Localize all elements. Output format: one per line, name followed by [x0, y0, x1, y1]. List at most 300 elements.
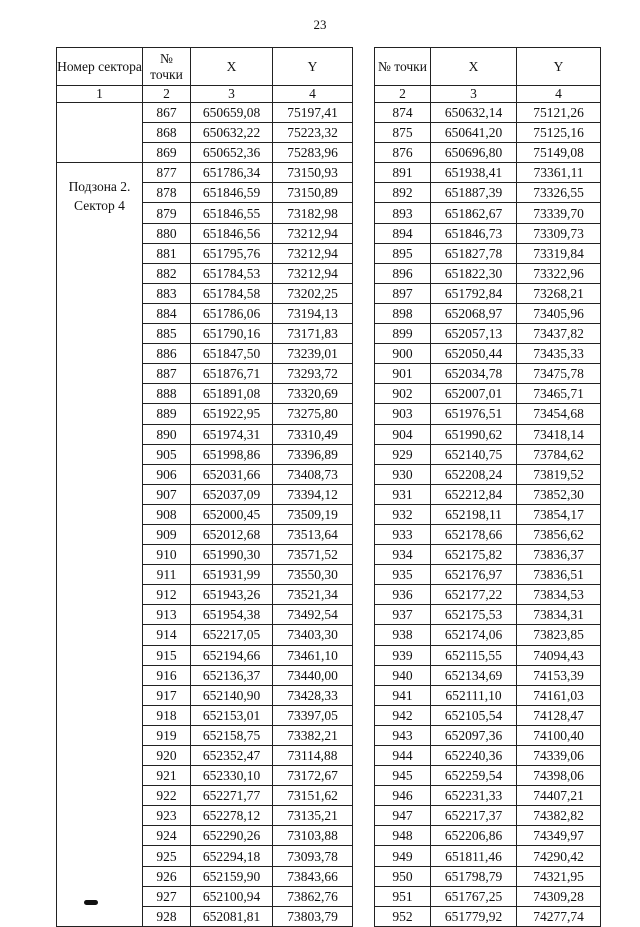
y-coordinate: 74321,95: [517, 866, 601, 886]
point-number: 915: [143, 645, 191, 665]
point-number: 921: [143, 766, 191, 786]
y-coordinate: 74161,03: [517, 685, 601, 705]
point-number: 912: [143, 585, 191, 605]
y-coordinate: 73103,88: [273, 826, 353, 846]
y-coordinate: 73454,68: [517, 404, 601, 424]
table-row: [375, 283, 601, 303]
point-number: 867: [143, 103, 191, 123]
y-coordinate: 73382,21: [273, 725, 353, 745]
y-coordinate: 73465,71: [517, 384, 601, 404]
column-index-row: [375, 86, 601, 103]
x-coordinate: 650696,80: [431, 143, 517, 163]
y-coordinate: 74153,39: [517, 665, 601, 685]
x-coordinate: 651943,26: [191, 585, 273, 605]
x-coordinate: 652050,44: [431, 344, 517, 364]
point-number: 933: [375, 524, 431, 544]
page-number: 23: [313, 17, 327, 32]
point-number: 914: [143, 625, 191, 645]
point-number: 926: [143, 866, 191, 886]
x-coordinate: 650641,20: [431, 123, 517, 143]
column-header-point: № точки: [143, 48, 191, 86]
x-coordinate: 652159,90: [191, 866, 273, 886]
point-number: 918: [143, 705, 191, 725]
table-row: [57, 163, 353, 183]
point-number: 927: [143, 886, 191, 906]
point-number: 945: [375, 766, 431, 786]
column-header-point: № точки: [375, 48, 431, 86]
y-coordinate: 73437,82: [517, 324, 601, 344]
y-coordinate: 73151,62: [273, 786, 353, 806]
table-row: [375, 243, 601, 263]
point-number: 892: [375, 183, 431, 203]
point-number: 897: [375, 283, 431, 303]
column-header-x: X: [191, 48, 273, 86]
point-number: 882: [143, 263, 191, 283]
point-number: 869: [143, 143, 191, 163]
y-coordinate: 73182,98: [273, 203, 353, 223]
y-coordinate: 73310,49: [273, 424, 353, 444]
point-number: 881: [143, 243, 191, 263]
y-coordinate: 73212,94: [273, 263, 353, 283]
x-coordinate: 652177,22: [431, 585, 517, 605]
table-row: [375, 143, 601, 163]
x-coordinate: 651846,56: [191, 223, 273, 243]
y-coordinate: 73319,84: [517, 243, 601, 263]
point-number: 895: [375, 243, 431, 263]
y-coordinate: 73836,51: [517, 565, 601, 585]
point-number: 943: [375, 725, 431, 745]
x-coordinate: 652100,94: [191, 886, 273, 906]
y-coordinate: 73212,94: [273, 243, 353, 263]
y-coordinate: 73320,69: [273, 384, 353, 404]
x-coordinate: 652034,78: [431, 364, 517, 384]
x-coordinate: 651922,95: [191, 404, 273, 424]
y-coordinate: 73275,80: [273, 404, 353, 424]
point-number: 896: [375, 263, 431, 283]
left-table-body: [57, 103, 353, 927]
table-row: [375, 786, 601, 806]
y-coordinate: 73571,52: [273, 545, 353, 565]
x-coordinate: 650659,08: [191, 103, 273, 123]
y-coordinate: 75121,26: [517, 103, 601, 123]
y-coordinate: 73396,89: [273, 444, 353, 464]
x-coordinate: 651792,84: [431, 283, 517, 303]
column-index: 2: [375, 86, 431, 103]
y-coordinate: 73823,85: [517, 625, 601, 645]
point-number: 951: [375, 886, 431, 906]
table-row: [375, 645, 601, 665]
column-header-x: X: [431, 48, 517, 86]
x-coordinate: 651811,46: [431, 846, 517, 866]
coordinates-table-right: [374, 47, 601, 927]
point-number: 923: [143, 806, 191, 826]
x-coordinate: 651876,71: [191, 364, 273, 384]
x-coordinate: 652294,18: [191, 846, 273, 866]
point-number: 934: [375, 545, 431, 565]
x-coordinate: 652176,97: [431, 565, 517, 585]
table-row: [375, 846, 601, 866]
point-number: 884: [143, 303, 191, 323]
table-row: [375, 585, 601, 605]
point-number: 874: [375, 103, 431, 123]
y-coordinate: 73836,37: [517, 545, 601, 565]
y-coordinate: 73862,76: [273, 886, 353, 906]
point-number: 952: [375, 906, 431, 926]
table-row: [375, 444, 601, 464]
point-number: 876: [375, 143, 431, 163]
x-coordinate: 652031,66: [191, 464, 273, 484]
y-coordinate: 74094,43: [517, 645, 601, 665]
y-coordinate: 75223,32: [273, 123, 353, 143]
point-number: 944: [375, 746, 431, 766]
point-number: 891: [375, 163, 431, 183]
point-number: 931: [375, 484, 431, 504]
table-row: [57, 103, 353, 123]
x-coordinate: 651786,06: [191, 303, 273, 323]
x-coordinate: 652259,54: [431, 766, 517, 786]
point-number: 878: [143, 183, 191, 203]
table-row: [375, 424, 601, 444]
point-number: 949: [375, 846, 431, 866]
point-number: 930: [375, 464, 431, 484]
point-number: 935: [375, 565, 431, 585]
point-number: 940: [375, 665, 431, 685]
point-number: 922: [143, 786, 191, 806]
point-number: 900: [375, 344, 431, 364]
y-coordinate: 74339,06: [517, 746, 601, 766]
point-number: 911: [143, 565, 191, 585]
y-coordinate: 74309,28: [517, 886, 601, 906]
y-coordinate: 73114,88: [273, 746, 353, 766]
y-coordinate: 74398,06: [517, 766, 601, 786]
x-coordinate: 652068,97: [431, 303, 517, 323]
x-coordinate: 652057,13: [431, 324, 517, 344]
point-number: 919: [143, 725, 191, 745]
point-number: 904: [375, 424, 431, 444]
table-row: [375, 725, 601, 745]
y-coordinate: 73784,62: [517, 444, 601, 464]
point-number: 901: [375, 364, 431, 384]
x-coordinate: 652217,05: [191, 625, 273, 645]
y-coordinate: 73475,78: [517, 364, 601, 384]
x-coordinate: 652115,55: [431, 645, 517, 665]
point-number: 889: [143, 404, 191, 424]
point-number: 942: [375, 705, 431, 725]
y-coordinate: 73403,30: [273, 625, 353, 645]
table-row: [375, 605, 601, 625]
table-row: [375, 766, 601, 786]
y-coordinate: 75197,41: [273, 103, 353, 123]
table-row: [375, 545, 601, 565]
column-index: 3: [431, 86, 517, 103]
x-coordinate: 652290,26: [191, 826, 273, 846]
table-row: [375, 886, 601, 906]
x-coordinate: 652111,10: [431, 685, 517, 705]
y-coordinate: 73509,19: [273, 504, 353, 524]
x-coordinate: 652134,69: [431, 665, 517, 685]
point-number: 910: [143, 545, 191, 565]
point-number: 936: [375, 585, 431, 605]
y-coordinate: 73854,17: [517, 504, 601, 524]
y-coordinate: 73405,96: [517, 303, 601, 323]
x-coordinate: 652012,68: [191, 524, 273, 544]
x-coordinate: 652081,81: [191, 906, 273, 926]
y-coordinate: 73150,93: [273, 163, 353, 183]
x-coordinate: 652000,45: [191, 504, 273, 524]
x-coordinate: 651767,25: [431, 886, 517, 906]
table-row: [375, 303, 601, 323]
y-coordinate: 74382,82: [517, 806, 601, 826]
coordinates-table-left: [56, 47, 353, 927]
point-number: 887: [143, 364, 191, 384]
table-row: [375, 906, 601, 926]
point-number: 877: [143, 163, 191, 183]
y-coordinate: 73326,55: [517, 183, 601, 203]
x-coordinate: 651974,31: [191, 424, 273, 444]
y-coordinate: 73394,12: [273, 484, 353, 504]
x-coordinate: 651990,30: [191, 545, 273, 565]
y-coordinate: 73339,70: [517, 203, 601, 223]
table-row: [375, 324, 601, 344]
right-table-body: [375, 103, 601, 927]
x-coordinate: 652158,75: [191, 725, 273, 745]
point-number: 903: [375, 404, 431, 424]
x-coordinate: 651784,58: [191, 283, 273, 303]
table-row: [375, 203, 601, 223]
x-coordinate: 651790,16: [191, 324, 273, 344]
y-coordinate: 74277,74: [517, 906, 601, 926]
point-number: 925: [143, 846, 191, 866]
y-coordinate: 73135,21: [273, 806, 353, 826]
y-coordinate: 73550,30: [273, 565, 353, 585]
y-coordinate: 73834,53: [517, 585, 601, 605]
x-coordinate: 650632,14: [431, 103, 517, 123]
table-row: [375, 364, 601, 384]
x-coordinate: 651798,79: [431, 866, 517, 886]
x-coordinate: 651954,38: [191, 605, 273, 625]
x-coordinate: 652212,84: [431, 484, 517, 504]
y-coordinate: 73397,05: [273, 705, 353, 725]
x-coordinate: 651847,50: [191, 344, 273, 364]
point-number: 932: [375, 504, 431, 524]
point-number: 880: [143, 223, 191, 243]
x-coordinate: 652175,82: [431, 545, 517, 565]
y-coordinate: 73521,34: [273, 585, 353, 605]
point-number: 899: [375, 324, 431, 344]
ink-mark: [84, 900, 98, 905]
x-coordinate: 651822,30: [431, 263, 517, 283]
x-coordinate: 652194,66: [191, 645, 273, 665]
x-coordinate: 652206,86: [431, 826, 517, 846]
x-coordinate: 652278,12: [191, 806, 273, 826]
y-coordinate: 73843,66: [273, 866, 353, 886]
x-coordinate: 652140,90: [191, 685, 273, 705]
x-coordinate: 651786,34: [191, 163, 273, 183]
header-row: [375, 48, 601, 86]
x-coordinate: 652330,10: [191, 766, 273, 786]
table-row: [375, 344, 601, 364]
table-row: [375, 565, 601, 585]
x-coordinate: 652097,36: [431, 725, 517, 745]
point-number: 909: [143, 524, 191, 544]
sector-cell: [57, 103, 143, 163]
table-row: [375, 524, 601, 544]
x-coordinate: 652217,37: [431, 806, 517, 826]
column-index: 3: [191, 86, 273, 103]
y-coordinate: 74349,97: [517, 826, 601, 846]
y-coordinate: 73194,13: [273, 303, 353, 323]
y-coordinate: 75283,96: [273, 143, 353, 163]
table-row: [375, 103, 601, 123]
point-number: 886: [143, 344, 191, 364]
point-number: 946: [375, 786, 431, 806]
x-coordinate: 652178,66: [431, 524, 517, 544]
column-header-sector: Номер сектора: [57, 48, 143, 86]
y-coordinate: 73803,79: [273, 906, 353, 926]
point-number: 875: [375, 123, 431, 143]
x-coordinate: 652037,09: [191, 484, 273, 504]
point-number: 948: [375, 826, 431, 846]
column-header-y: Y: [273, 48, 353, 86]
y-coordinate: 73408,73: [273, 464, 353, 484]
column-header-y: Y: [517, 48, 601, 86]
y-coordinate: 75149,08: [517, 143, 601, 163]
point-number: 879: [143, 203, 191, 223]
y-coordinate: 73440,00: [273, 665, 353, 685]
y-coordinate: 73852,30: [517, 484, 601, 504]
x-coordinate: 651827,78: [431, 243, 517, 263]
point-number: 929: [375, 444, 431, 464]
point-number: 950: [375, 866, 431, 886]
point-number: 908: [143, 504, 191, 524]
y-coordinate: 73361,11: [517, 163, 601, 183]
y-coordinate: 73202,25: [273, 283, 353, 303]
point-number: 917: [143, 685, 191, 705]
point-number: 928: [143, 906, 191, 926]
table-row: [375, 163, 601, 183]
table-row: [375, 504, 601, 524]
point-number: 947: [375, 806, 431, 826]
table-row: [375, 866, 601, 886]
x-coordinate: 651862,67: [431, 203, 517, 223]
y-coordinate: 74290,42: [517, 846, 601, 866]
y-coordinate: 73309,73: [517, 223, 601, 243]
y-coordinate: 73293,72: [273, 364, 353, 384]
x-coordinate: 651931,99: [191, 565, 273, 585]
point-number: 883: [143, 283, 191, 303]
x-coordinate: 651795,76: [191, 243, 273, 263]
point-number: 916: [143, 665, 191, 685]
point-number: 938: [375, 625, 431, 645]
y-coordinate: 73093,78: [273, 846, 353, 866]
x-coordinate: 651846,59: [191, 183, 273, 203]
point-number: 894: [375, 223, 431, 243]
x-coordinate: 651779,92: [431, 906, 517, 926]
point-number: 893: [375, 203, 431, 223]
x-coordinate: 651998,86: [191, 444, 273, 464]
x-coordinate: 652352,47: [191, 746, 273, 766]
x-coordinate: 652136,37: [191, 665, 273, 685]
header-row: [57, 48, 353, 86]
point-number: 898: [375, 303, 431, 323]
y-coordinate: 74128,47: [517, 705, 601, 725]
point-number: 888: [143, 384, 191, 404]
x-coordinate: 652174,06: [431, 625, 517, 645]
y-coordinate: 73856,62: [517, 524, 601, 544]
y-coordinate: 73150,89: [273, 183, 353, 203]
x-coordinate: 651887,39: [431, 183, 517, 203]
point-number: 913: [143, 605, 191, 625]
column-index: 2: [143, 86, 191, 103]
y-coordinate: 74100,40: [517, 725, 601, 745]
point-number: 924: [143, 826, 191, 846]
x-coordinate: 651976,51: [431, 404, 517, 424]
point-number: 885: [143, 324, 191, 344]
x-coordinate: 652240,36: [431, 746, 517, 766]
column-index: 4: [517, 86, 601, 103]
x-coordinate: 652175,53: [431, 605, 517, 625]
y-coordinate: 73322,96: [517, 263, 601, 283]
y-coordinate: 73834,31: [517, 605, 601, 625]
table-row: [375, 183, 601, 203]
point-number: 890: [143, 424, 191, 444]
x-coordinate: 650632,22: [191, 123, 273, 143]
x-coordinate: 650652,36: [191, 143, 273, 163]
point-number: 905: [143, 444, 191, 464]
table-row: [375, 123, 601, 143]
column-index: 4: [273, 86, 353, 103]
table-row: [375, 384, 601, 404]
table-row: [375, 464, 601, 484]
x-coordinate: 651990,62: [431, 424, 517, 444]
column-index-row: [57, 86, 353, 103]
x-coordinate: 652153,01: [191, 705, 273, 725]
table-row: [375, 625, 601, 645]
x-coordinate: 652007,01: [431, 384, 517, 404]
x-coordinate: 652140,75: [431, 444, 517, 464]
y-coordinate: 73435,33: [517, 344, 601, 364]
x-coordinate: 651891,08: [191, 384, 273, 404]
x-coordinate: 651846,55: [191, 203, 273, 223]
x-coordinate: 652271,77: [191, 786, 273, 806]
y-coordinate: 73513,64: [273, 524, 353, 544]
point-number: 868: [143, 123, 191, 143]
table-row: [375, 705, 601, 725]
point-number: 941: [375, 685, 431, 705]
table-row: [375, 665, 601, 685]
y-coordinate: 73268,21: [517, 283, 601, 303]
y-coordinate: 73172,67: [273, 766, 353, 786]
x-coordinate: 652198,11: [431, 504, 517, 524]
y-coordinate: 74407,21: [517, 786, 601, 806]
y-coordinate: 73428,33: [273, 685, 353, 705]
y-coordinate: 73418,14: [517, 424, 601, 444]
point-number: 902: [375, 384, 431, 404]
y-coordinate: 73239,01: [273, 344, 353, 364]
y-coordinate: 73171,83: [273, 324, 353, 344]
x-coordinate: 652231,33: [431, 786, 517, 806]
point-number: 937: [375, 605, 431, 625]
point-number: 939: [375, 645, 431, 665]
y-coordinate: 73461,10: [273, 645, 353, 665]
sector-cell: Подзона 2. Сектор 4: [57, 163, 143, 927]
y-coordinate: 75125,16: [517, 123, 601, 143]
point-number: 906: [143, 464, 191, 484]
x-coordinate: 651846,73: [431, 223, 517, 243]
table-row: [375, 806, 601, 826]
table-row: [375, 263, 601, 283]
table-row: [375, 223, 601, 243]
